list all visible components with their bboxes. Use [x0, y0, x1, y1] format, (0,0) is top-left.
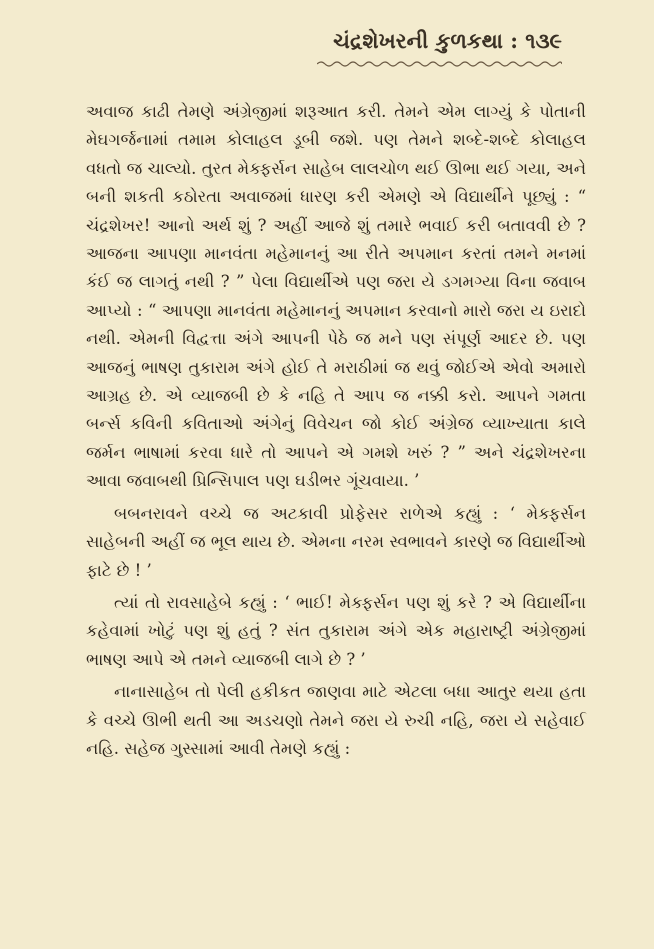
wavy-underline	[317, 60, 562, 68]
paragraph: નાનાસાહેબ તો પેલી હકીકત જાણવા માટે એટલા બધા આતુર થયા હતા કે વચ્ચે ઊભી થતી આ અડચણો તેમને જરા યે રુચી નહિ, જરા યે સહેવાઈ નહિ. સહેજ ગુસ્સામાં આવી તેમણે કહ્યું :	[86, 682, 586, 758]
paragraph: બબનરાવને વચ્ચે જ અટકાવી પ્રોફેસર રાળેએ કહ્યું : ‘ મેક્ફર્સન સાહેબની અહીં જ ભૂલ થાય છે. એમના નરમ સ્વભાવને કારણે જ વિદ્યાર્થીઓ ફાટે છે ! ’	[86, 503, 586, 580]
paragraph: અવાજ કાઢી તેમણે અંગ્રેજીમાં શરૂઆત કરી. તેમને એમ લાગ્યું કે પોતાની મેઘગર્જનામાં તમામ કોલાહલ ડૂબી જશે. પણ તેમને શબ્દે-શબ્દે કોલાહલ વધતો જ ચાલ્યો. તુરત મેક્ફર્સન સાહેબ લાલચોળ થઈ ઊભા થઈ ગયા, અને બની શકતી કઠોરતા અવાજમાં ધારણ કરી એમણે એ વિદ્યાર્થીને પૂછ્યું : “ ચંદ્રશેખર! આનો અર્થ શું ? અહીં આજે શું તમારે ભવાઈ કરી બતાવવી છે ? આજના આપણા માનવંતા મહેમાનનું આ રીતે અપમાન કરતાં તમને મનમાં કંઈ જ લાગતું નથી ? ” પેલા વિદ્યાર્થીએ પણ જરા યે ડગમગ્યા વિના જવાબ આપ્યો : “ આપણા માનવંતા મહેમાનનું અપમાન કરવાનો મારો જરા ય ઇરાદો નથી. એમની વિદ્વત્તા અંગે આપની પેઠે જ મને પણ સંપૂર્ણ આદર છે. પણ આજનું ભાષણ તુકારામ અંગે હોઈ તે મરાઠીમાં જ થવું જોઈએ એવો અમારો આગ્રહ છે. એ વ્યાજબી છે કે નહિ તે આપ જ નક્કી કરો. આપને ગમતા બર્ન્સ કવિની કવિતાઓ અંગેનું વિવેચન જો કોઈ અંગ્રેજ વ્યાખ્યાતા કાલે જર્મન ભાષામાં કરવા ધારે તો આપને એ ગમશે ખરું ? ” અને ચંદ્રશેખરના આવા જવાબથી પ્રિન્સિપાલ પણ ઘડીભર ગૂંચવાયા. ’	[86, 102, 586, 491]
paragraph: ત્યાં તો રાવસાહેબે કહ્યું : ‘ ભાઈ! મેક્ફર્સન પણ શું કરે ? એ વિદ્યાર્થીના કહેવામાં ખોટું પણ શું હતું ? સંત તુકારામ અંગે એક મહારાષ્ટ્રી અંગ્રેજીમાં ભાષણ આપે એ તમને વ્યાજબી લાગે છે ? ’	[86, 592, 586, 669]
running-header: ચંદ્રશેખરની કુળકથા : ૧૩૯	[333, 28, 562, 53]
body-text	[86, 98, 586, 763]
